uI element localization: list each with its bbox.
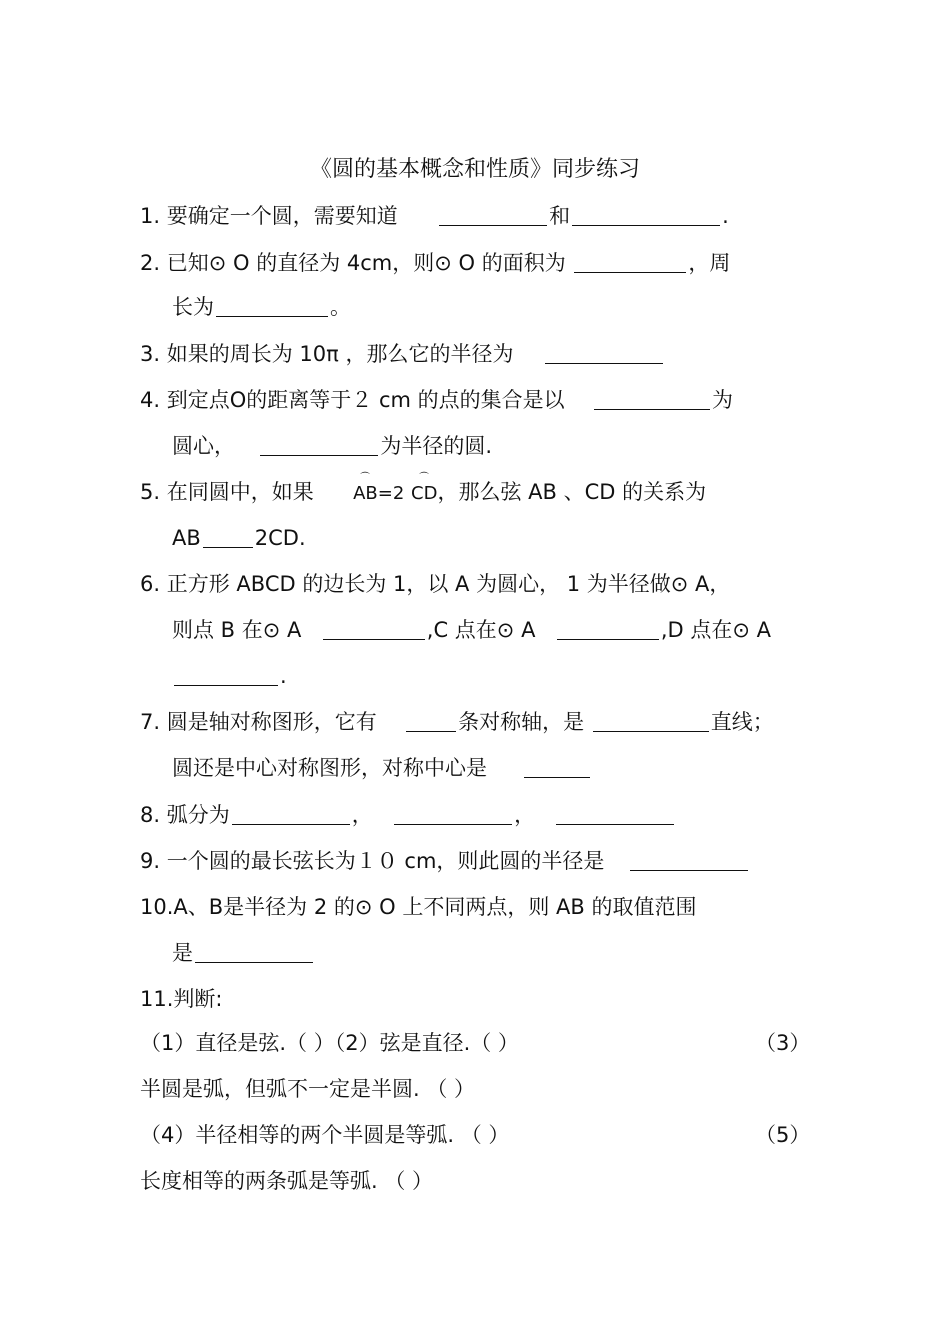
question-4-cont [172,426,492,466]
question-2-cont [172,287,351,327]
question-text: 长为 [172,295,214,319]
question-text: ， [351,803,373,827]
judgement-text: （5） [755,1123,811,1147]
question-7 [140,702,774,742]
question-text: 和 [549,204,571,228]
question-6-cont2 [172,656,287,696]
judgement-line-3 [140,1115,509,1155]
arc-cd-label: ⌒ CD [411,474,437,514]
question-text: 如果的周长为 10π ，那么它的半径为 [166,342,514,366]
judgement-line-4 [140,1161,433,1201]
question-3 [140,334,665,374]
answer-blank[interactable] [260,431,378,456]
question-4 [140,380,733,420]
judgement-text: （3） [755,1031,811,1055]
answer-blank[interactable] [216,292,328,317]
page-title: 《圆的基本概念和性质》同步练习 [309,157,640,182]
question-text: 已知⊙ O 的直径为 4cm，则⊙ O 的面积为 [166,251,566,275]
answer-blank[interactable] [394,800,512,825]
answer-blank[interactable] [174,661,278,686]
question-text: 条对称轴，是 [458,710,585,734]
judgement-line-1 [140,1023,519,1063]
question-number: 2. [140,251,161,275]
question-number: 9. [140,849,161,873]
question-text: 判断: [173,987,223,1011]
question-number: 1. [140,204,161,228]
question-text: 要确定一个圆，需要知道 [166,204,398,228]
answer-blank[interactable] [557,615,659,640]
answer-blank[interactable] [574,248,686,273]
question-text: . [722,204,729,228]
question-text: 正方形 ABCD 的边长为 1，以 A 为圆心， 1 为半径做⊙ A， [166,572,731,596]
question-1 [140,196,729,236]
question-2 [140,243,730,283]
question-text: 弧分为 [166,803,230,827]
judgement-line-1-right [755,1023,810,1063]
answer-blank[interactable] [439,201,547,226]
answer-blank[interactable] [556,800,674,825]
answer-blank[interactable] [594,385,710,410]
question-text: ，那么弦 AB 、CD 的关系为 [437,480,707,504]
judgement-text: （4）半径相等的两个半圆是等弧. （ ） [140,1123,510,1147]
answer-blank[interactable] [572,201,720,226]
question-10 [140,887,697,927]
question-text: 则点 B 在⊙ A [172,618,302,642]
answer-blank[interactable] [203,523,253,548]
question-text: ,C 点在⊙ A [426,618,536,642]
question-text: ， [514,803,536,827]
answer-blank[interactable] [406,707,456,732]
answer-blank[interactable] [593,707,709,732]
question-9 [140,841,750,881]
question-number: 5. [140,480,161,504]
question-text: ，周 [688,251,731,275]
judgement-line-3-right [755,1115,810,1155]
answer-blank[interactable] [323,615,425,640]
question-number: 6. [140,572,161,596]
judgement-text: （1）直径是弦.（ ）（2）弦是直径.（ ） [140,1031,519,1055]
arc-ab-label: ⌒ AB [353,474,378,514]
question-number: 10. [140,895,174,919]
question-6-cont [172,610,771,650]
question-text: 圆心， [172,434,235,458]
question-text: 2CD. [254,526,306,550]
question-10-cont [172,933,315,973]
question-5-cont [172,518,306,558]
question-text: 为 [712,388,733,412]
question-text: . [280,664,287,688]
question-number: 8. [140,803,161,827]
question-5 [140,472,706,512]
answer-blank[interactable] [232,800,350,825]
question-text: 在同圆中，如果 [166,480,314,504]
question-text: A、B是半径为 2 的⊙ O 上不同两点，则 AB 的取值范围 [173,895,697,919]
question-6 [140,564,730,604]
question-number: 3. [140,342,161,366]
question-number: 11. [140,987,174,1011]
question-number: 7. [140,710,161,734]
question-text: 是 [172,941,193,965]
question-11 [140,979,222,1019]
question-7-cont [172,748,592,788]
question-text: 到定点O的距离等于２ cm 的点的集合是以 [166,388,565,412]
question-text: 为半径的圆. [380,434,493,458]
judgement-text: 长度相等的两条弧是等弧. （ ） [140,1169,434,1193]
judgement-text: 半圆是弧，但弧不一定是半圆. （ ） [140,1077,476,1101]
question-text: AB [172,526,201,550]
question-text: 圆还是中心对称图形，对称中心是 [172,756,487,780]
answer-blank[interactable] [545,339,663,364]
answer-blank[interactable] [524,753,590,778]
question-number: 4. [140,388,161,412]
question-text: 一个圆的最长弦长为１０ cm，则此圆的半径是 [166,849,605,873]
question-text: 圆是轴对称图形，它有 [166,710,377,734]
judgement-line-2 [140,1069,475,1109]
equation-text: =2 [377,483,405,504]
question-text: 直线； [710,710,774,734]
answer-blank[interactable] [195,938,313,963]
question-text: ,D 点在⊙ A [660,618,771,642]
answer-blank[interactable] [630,846,748,871]
question-text: 。 [330,295,351,319]
question-8 [140,795,676,835]
